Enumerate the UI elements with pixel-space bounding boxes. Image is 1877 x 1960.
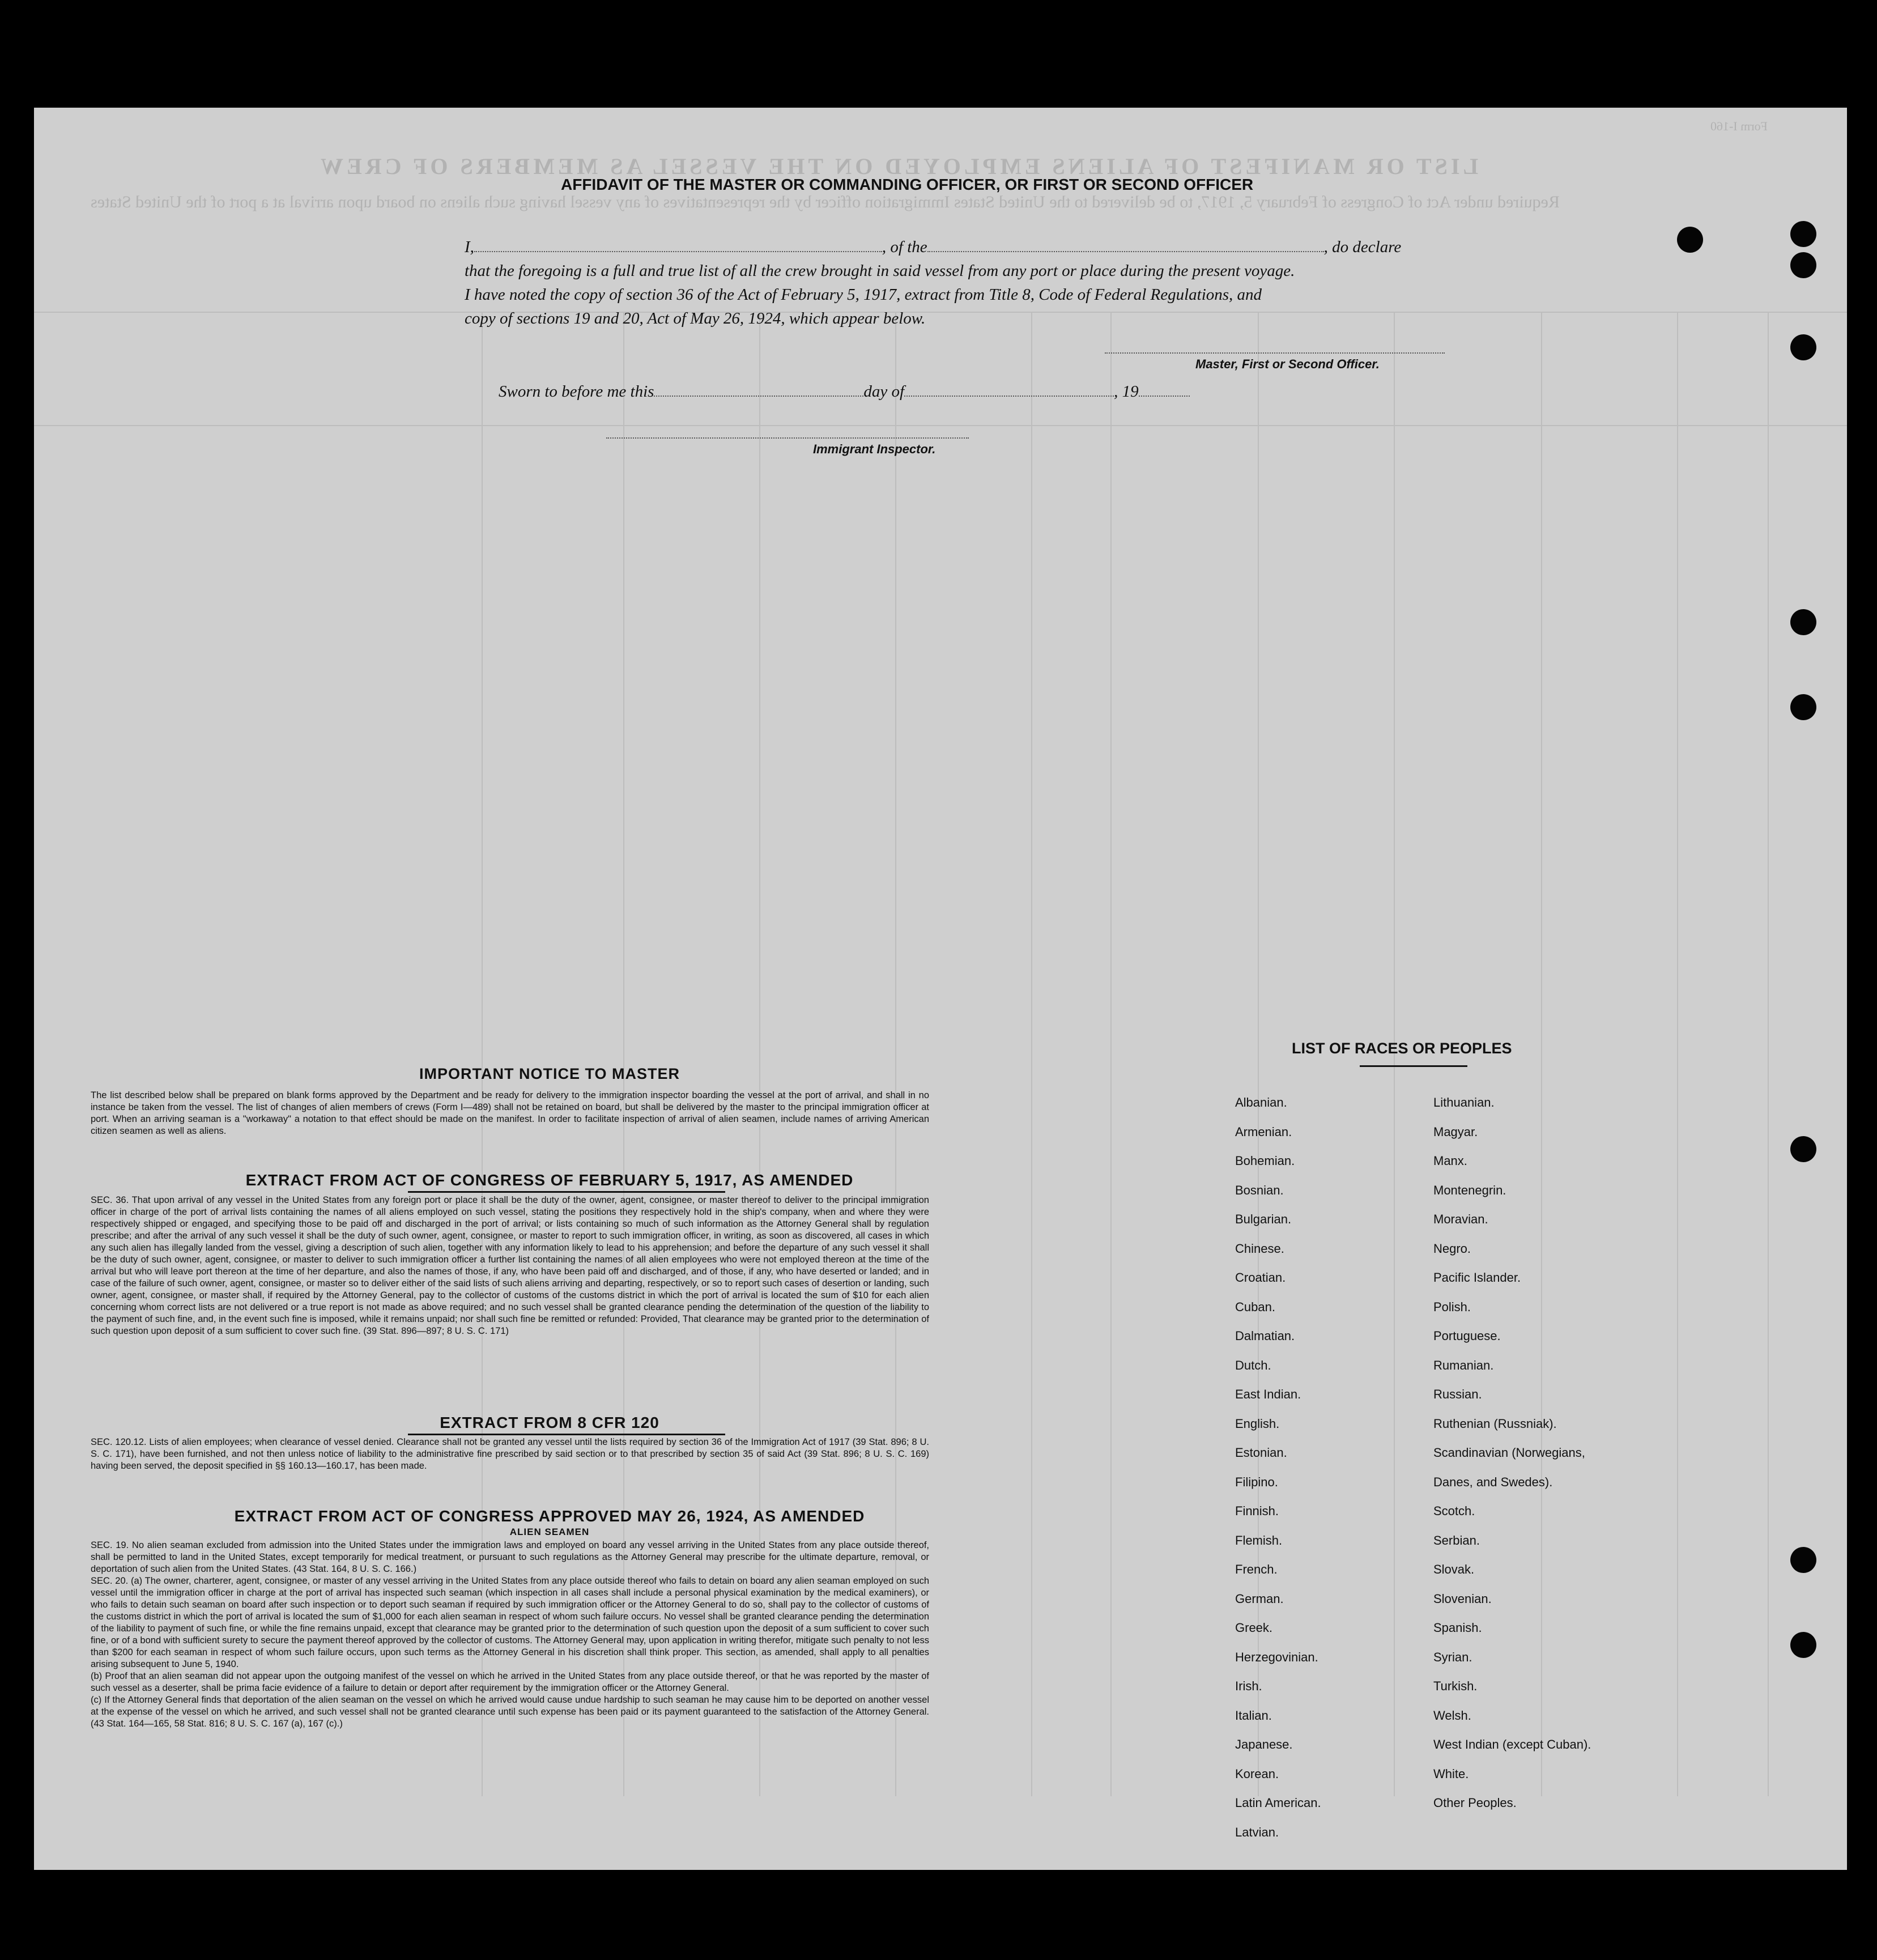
- race-item: Danes, and Swedes).: [1433, 1474, 1553, 1489]
- extract-1924-title: EXTRACT FROM ACT OF CONGRESS APPROVED MAY 26, 1924, AS AMENDED: [234, 1507, 865, 1525]
- race-item: Slovak.: [1433, 1562, 1475, 1576]
- extract-1924-sec20c: (c) If the Attorney General finds that deportation of the alien seaman on the vessel on which he arrived would cause undue hardship to such seaman he may cause him to be deported on another vessel at the expense of the vessel on which he arrived, and such vessel shall not be granted clearance until such expense has been paid or its payment guaranteed to the satisfaction of the Attorney General. (43 Stat. 164—165, 58 Stat. 816; 8 U. S. C. 167 (a), 167 (c).): [91, 1695, 929, 1729]
- race-item: Other Peoples.: [1433, 1796, 1517, 1810]
- extract-1924-sec20a: SEC. 20. (a) The owner, charterer, agent, consignee, or master of any vessel arriving in the United States from any place outside thereof who fails to detain on board any alien seaman employed on such vessel until the immigration officer in charge at the port of arrival has inspected such seaman (which inspection in all cases shall include a personal physical examination by the medical examiners), or who fails to detain such seaman on board after such inspection or to deport such seaman if required by such immigration officer or the Attorney General to do so, shall pay to the collector of customs of the customs district in which the port of arrival is located the sum of $1,000 for each alien seaman in respect of whom such failure occurs. No vessel shall be granted clearance pending the determination of the liability to payment of such fine, or while the fine remains unpaid, except that clearance may be granted prior to the determination of such question upon the deposit of a sum sufficient to cover such fine, or of a bond with sufficient surety to secure the payment thereof approved by the collector of customs. The Attorney General may, upon application in writing therefor, mitigate such penalty to not less than $200 for each seaman in respect of whom such failure occurs, upon such terms as the Attorney General in his discretion shall think proper. This section, as amended, shall apply to all penalties arising subsequent to June 5, 1940.: [91, 1576, 929, 1669]
- race-item: Turkish.: [1433, 1679, 1478, 1693]
- sworn-label: Sworn to before me this: [499, 382, 654, 401]
- punch-hole: [1790, 334, 1816, 360]
- sworn-line: [499, 382, 1190, 401]
- affidavit-declaration-line: [465, 238, 1401, 257]
- manifest-page: [34, 108, 1847, 1870]
- race-item: Estonian.: [1235, 1445, 1287, 1460]
- race-item: Bohemian.: [1235, 1154, 1295, 1168]
- races-rule: [1360, 1065, 1467, 1067]
- grid-line: [1768, 312, 1769, 1796]
- punch-hole: [1790, 252, 1816, 278]
- races-column-1: [1235, 1088, 1321, 1847]
- race-item: East Indian.: [1235, 1387, 1301, 1401]
- sworn-day-blank[interactable]: [654, 383, 863, 397]
- race-item: Albanian.: [1235, 1095, 1287, 1109]
- bleed-manifest-subtitle: Required under Act of Congress of February 5, 1917, to be delivered to the United States Immigration officer by the representatives of any vessel having such aliens on board upon arrival at a port of the United States: [91, 193, 1560, 211]
- race-item: Flemish.: [1235, 1533, 1283, 1547]
- race-item: Rumanian.: [1433, 1358, 1494, 1372]
- race-item: Herzegovinian.: [1235, 1649, 1318, 1664]
- sworn-month-blank[interactable]: [904, 383, 1114, 397]
- sworn-year-label: , 19: [1114, 382, 1139, 401]
- grid-line: [1110, 312, 1112, 1796]
- grid-line: [1677, 312, 1678, 1796]
- inspector-signature-label: Immigrant Inspector.: [813, 442, 936, 456]
- race-item: Welsh.: [1433, 1708, 1471, 1723]
- race-item: Cuban.: [1235, 1299, 1275, 1314]
- extract-cfr-paragraph: SEC. 120.12. Lists of alien employees; when clearance of vessel denied. Clearance shall not be granted any vessel until the lists required by section 36 of the Immigration Act of 1917 (39 Stat. 896; 8 U. S. C. 171), have been furnished, and not then unless notice of liability to the administrative fine prescribed by said section or to that prescribed by section 35 of said Act (39 Stat. 896; 8 U. S. C. 169) having been served, the deposit specified in §§ 160.13—160.17, has been made.: [91, 1437, 929, 1471]
- race-item: Montenegrin.: [1433, 1183, 1506, 1197]
- race-item: Bosnian.: [1235, 1183, 1284, 1197]
- master-signature-blank[interactable]: [1105, 340, 1445, 354]
- race-item: Korean.: [1235, 1766, 1279, 1781]
- affidavit-i-label: I,: [465, 238, 474, 256]
- race-item: Scotch.: [1433, 1504, 1475, 1518]
- race-item: Ruthenian (Russniak).: [1433, 1416, 1557, 1431]
- section-rule: [408, 1434, 725, 1435]
- race-item: Dalmatian.: [1235, 1329, 1295, 1343]
- race-item: Japanese.: [1235, 1737, 1293, 1751]
- punch-hole: [1790, 694, 1816, 720]
- sworn-year-blank[interactable]: [1139, 383, 1190, 397]
- affidavit-declare-label: , do declare: [1323, 238, 1402, 256]
- grid-line: [1031, 312, 1032, 1796]
- race-item: Russian.: [1433, 1387, 1482, 1401]
- race-item: Syrian.: [1433, 1649, 1472, 1664]
- master-signature-label: Master, First or Second Officer.: [1195, 357, 1380, 371]
- race-item: West Indian (except Cuban).: [1433, 1737, 1591, 1751]
- race-item: Filipino.: [1235, 1474, 1278, 1489]
- vessel-blank[interactable]: [927, 239, 1324, 252]
- bleed-form-number: Form I-160: [1710, 119, 1768, 133]
- grid-line: [34, 312, 1847, 313]
- extract-1924-text: [91, 1540, 929, 1730]
- affidavit-line-2: that the foregoing is a full and true list of all the crew brought in said vessel from any port or place during the present voyage.: [465, 262, 1295, 280]
- punch-hole: [1790, 221, 1816, 247]
- race-item: White.: [1433, 1766, 1469, 1781]
- sworn-day-of-label: day of: [863, 382, 905, 401]
- race-item: English.: [1235, 1416, 1280, 1431]
- race-item: Negro.: [1433, 1241, 1471, 1256]
- punch-hole: [1790, 1136, 1816, 1162]
- race-item: Bulgarian.: [1235, 1212, 1292, 1226]
- race-item: Serbian.: [1433, 1533, 1480, 1547]
- race-item: Dutch.: [1235, 1358, 1271, 1372]
- notice-title: IMPORTANT NOTICE TO MASTER: [419, 1065, 680, 1082]
- race-item: Scandinavian (Norwegians,: [1433, 1445, 1585, 1460]
- affidavit-line-4: copy of sections 19 and 20, Act of May 26, 1924, which appear below.: [465, 309, 926, 328]
- punch-hole: [1677, 227, 1703, 253]
- race-item: Lithuanian.: [1433, 1095, 1495, 1109]
- affidavit-of-the-label: , of the: [882, 238, 927, 256]
- races-column-2: [1433, 1088, 1591, 1818]
- race-item: Greek.: [1235, 1621, 1273, 1635]
- punch-hole: [1790, 1632, 1816, 1658]
- race-item: Moravian.: [1433, 1212, 1488, 1226]
- notice-paragraph: The list described below shall be prepared on blank forms approved by the Department and be ready for delivery to the immigration inspector boarding the vessel at the port of arrival, and shall in no instance be taken from the vessel. The list of changes of alien members of crews (Form I—489) shall not be retained on board, but shall be delivered by the master to the principal immigration officer at port. When an arriving seaman is a "workaway" a notation to that effect should be made on the manifest. In order to facilitate inspection of arrival of alien seamen, include names of arriving American citizen seamen as well as aliens.: [91, 1090, 929, 1136]
- notice-text: [91, 1090, 929, 1137]
- race-item: French.: [1235, 1562, 1278, 1576]
- race-item: Irish.: [1235, 1679, 1262, 1693]
- extract-1924-subtitle: ALIEN SEAMEN: [509, 1527, 590, 1537]
- race-item: Manx.: [1433, 1154, 1467, 1168]
- race-item: Chinese.: [1235, 1241, 1284, 1256]
- affidavit-line-3: I have noted the copy of section 36 of the Act of February 5, 1917, extract from Title 8, Code of Federal Regulations, and: [465, 286, 1262, 304]
- extract-cfr-title: EXTRACT FROM 8 CFR 120: [440, 1414, 659, 1431]
- races-title: LIST OF RACES OR PEOPLES: [1292, 1040, 1512, 1057]
- race-item: Slovenian.: [1433, 1591, 1492, 1606]
- race-item: Latvian.: [1235, 1825, 1279, 1839]
- punch-hole: [1790, 609, 1816, 635]
- race-item: Pacific Islander.: [1433, 1270, 1521, 1285]
- extract-1917-text: [91, 1194, 929, 1337]
- race-item: Magyar.: [1433, 1124, 1478, 1139]
- race-item: Finnish.: [1235, 1504, 1279, 1518]
- extract-1924-sec20b: (b) Proof that an alien seaman did not appear upon the outgoing manifest of the vessel on which he arrived in the United States from any place outside thereof, or that he was reported by the master of such vessel as a deserter, shall be prima facie evidence of a failure to detain or deport after requirement by the immigration officer or the Attorney General.: [91, 1671, 929, 1693]
- race-item: Croatian.: [1235, 1270, 1286, 1285]
- affidavit-title: AFFIDAVIT OF THE MASTER OR COMMANDING OFFICER, OR FIRST OR SECOND OFFICER: [561, 176, 1254, 193]
- extract-1917-paragraph: SEC. 36. That upon arrival of any vessel in the United States from any foreign port or place it shall be the duty of the owner, agent, consignee, or master thereof to deliver to the principal immigration officer in charge of the port of arrival lists containing the names of all aliens employed on such vessel, stating the positions they respectively hold in the ship's company, when and where they were respectively shipped or engaged, and specifying those to be paid off and discharged in the port of arrival; or lists containing so much of such information as the Attorney General shall by regulation prescribe; and after the arrival of any such vessel it shall be the duty of such owner, agent, consignee, or master to report to such immigration officer, in writing, as soon as discovered, all cases in which any such alien has illegally landed from the vessel, giving a description of such alien, together with any information likely to lead to his apprehension; and before the departure of any such vessel it shall be the duty of such owner, agent, consignee, or master to deliver to such immigration officer a further list containing the names of all alien employees who were not employed thereon at the time of the arrival but who will leave port thereon at the time of her departure, and also the names of those, if any, who have been paid off and discharged, and of those, if any, who have deserted or landed; and in case of the failure of such owner, agent, consignee, or master so to deliver either of the said lists of such aliens arriving and departing, respectively, or so to report such cases of desertion or landing, such owner, agent, consignee, or master shall, if required by the Attorney General, pay to the collector of customs of the customs district in which the port of arrival is located the sum of $10 for each alien concerning whom correct lists are not delivered or a true report is not made as above required; and no such vessel shall be granted clearance pending the determination of the question of the liability to the payment of such fine, and, in the event such fine is imposed, while it remains unpaid; nor shall such fine be remitted or refunded: Provided, That clearance may be granted prior to the determination of such question upon deposit of a sum sufficient to cover such fine. (39 Stat. 896—897; 8 U. S. C. 171): [91, 1195, 929, 1336]
- race-item: Polish.: [1433, 1299, 1471, 1314]
- extract-1917-title: EXTRACT FROM ACT OF CONGRESS OF FEBRUARY 5, 1917, AS AMENDED: [245, 1171, 854, 1189]
- extract-1924-sec19: SEC. 19. No alien seaman excluded from admission into the United States under the immigration laws and employed on board any vessel arriving in the United States from any place outside thereof, shall be permitted to land in the United States, except temporarily for medical treatment, or pursuant to such regulations as the Attorney General may prescribe for the ultimate departure, removal, or deportation of such alien from the United States. (43 Stat. 164, 8 U. S. C. 166.): [91, 1540, 929, 1574]
- name-blank[interactable]: [474, 239, 882, 252]
- bleed-manifest-title: LIST OR MANIFEST OF ALIENS EMPLOYED ON THE VESSEL AS MEMBERS OF CREW: [317, 154, 1479, 179]
- race-item: Latin American.: [1235, 1796, 1321, 1810]
- race-item: Portuguese.: [1433, 1329, 1501, 1343]
- extract-cfr-text: [91, 1436, 929, 1472]
- punch-hole: [1790, 1547, 1816, 1573]
- race-item: Spanish.: [1433, 1621, 1482, 1635]
- race-item: Italian.: [1235, 1708, 1272, 1723]
- section-rule: [408, 1191, 725, 1193]
- race-item: Armenian.: [1235, 1124, 1292, 1139]
- race-item: German.: [1235, 1591, 1284, 1606]
- inspector-signature-blank[interactable]: [606, 425, 969, 439]
